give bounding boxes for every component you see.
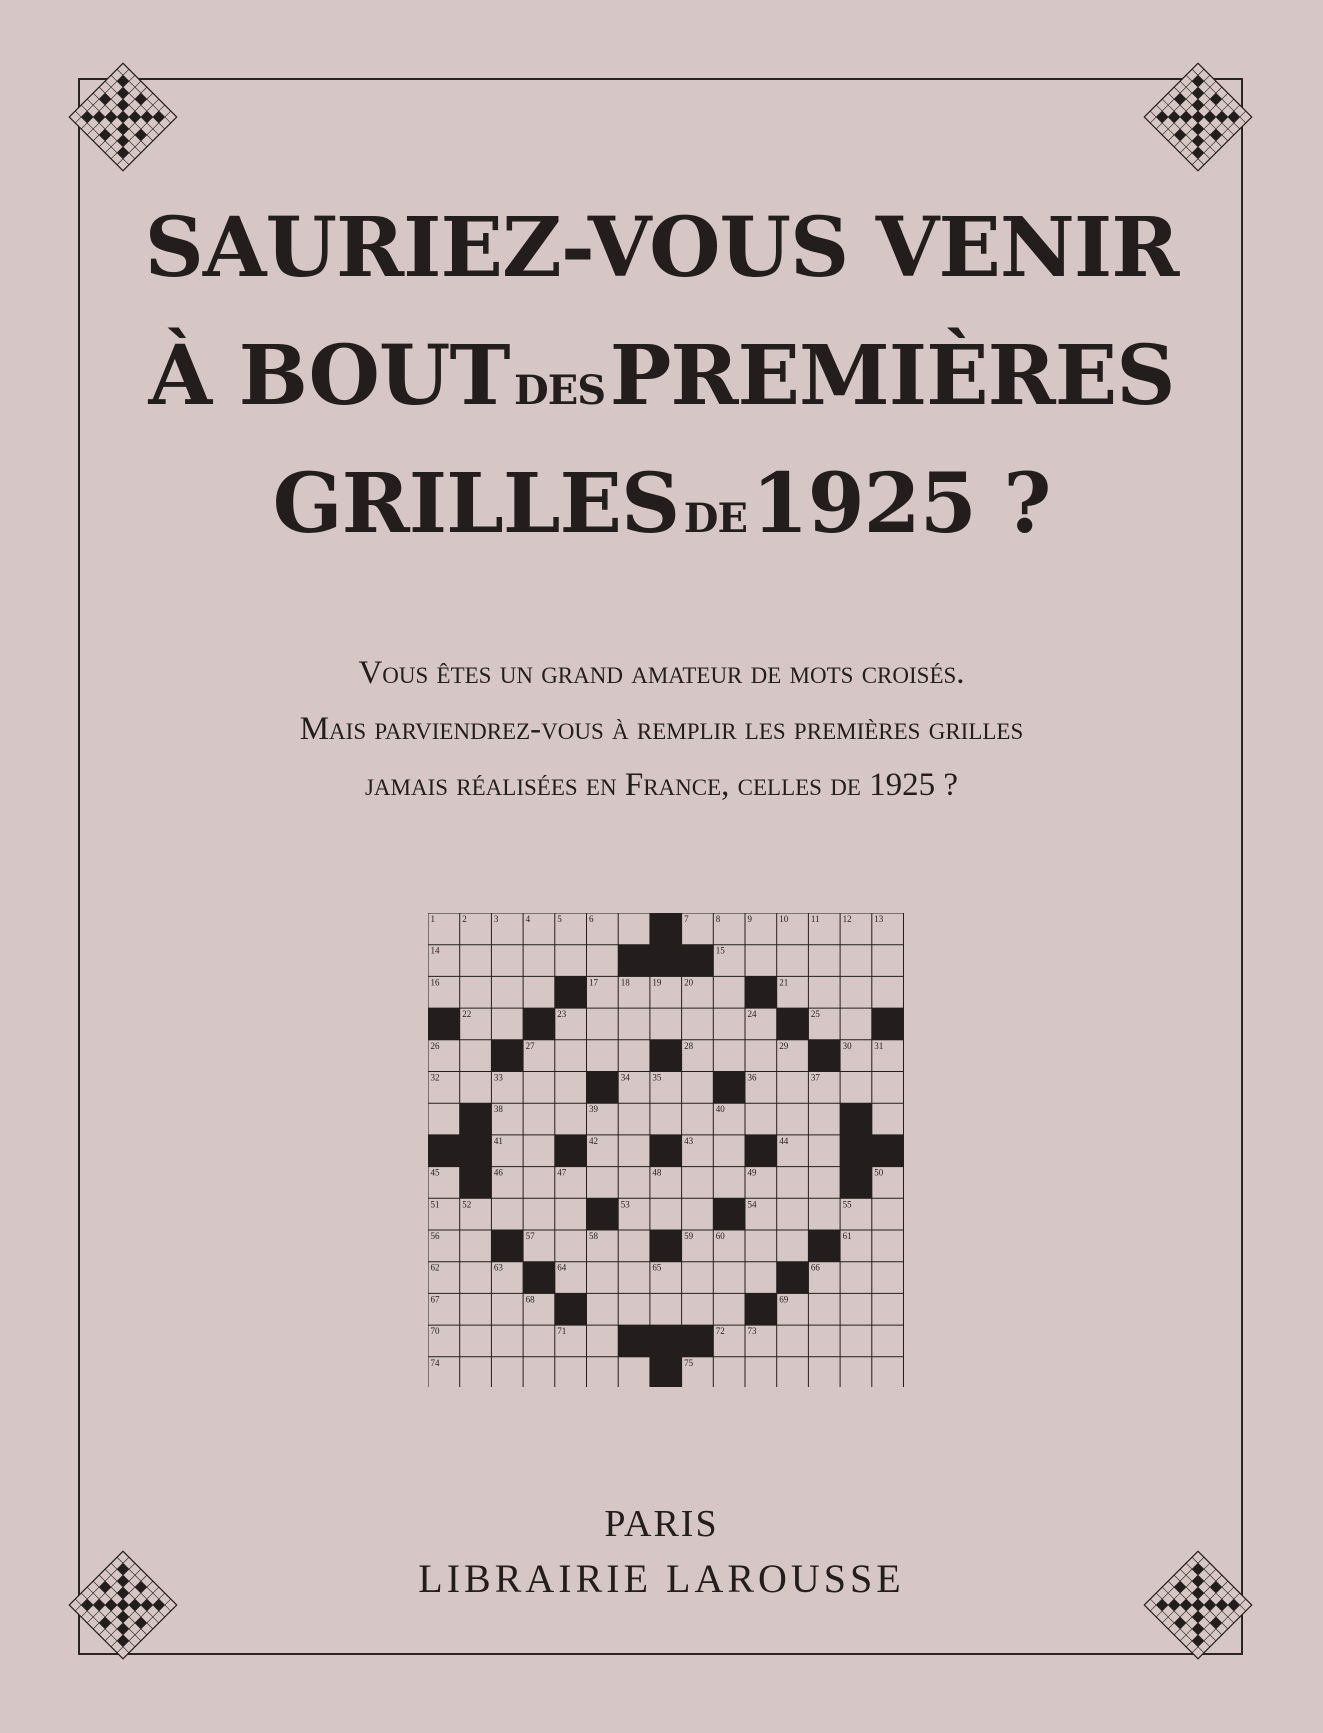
crossword-clue-number: 25 (810, 1009, 820, 1020)
crossword-clue-number: 9 (747, 914, 752, 924)
crossword-black-cell (587, 1198, 619, 1230)
crossword-clue-number: 49 (747, 1167, 757, 1178)
title-line-3 (0, 456, 1323, 552)
crossword-black-cell (428, 1008, 460, 1040)
crossword-clue-number: 6 (589, 914, 594, 924)
crossword-clue-number: 36 (747, 1072, 757, 1083)
crossword-clue-number: 5 (557, 914, 562, 924)
crossword-clue-number: 38 (493, 1104, 503, 1115)
crossword-clue-number: 33 (493, 1072, 503, 1083)
crossword-clue-number: 42 (589, 1135, 598, 1146)
crossword-grid (428, 913, 904, 1387)
crossword-clue-number: 60 (715, 1231, 725, 1241)
crossword-clue-number: 41 (493, 1135, 503, 1146)
crossword-clue-number: 66 (810, 1262, 820, 1273)
crossword-clue-number: 57 (525, 1231, 535, 1241)
title-line-1 (0, 200, 1323, 296)
crossword-clue-number: 63 (493, 1262, 503, 1273)
crossword-black-cell (808, 1230, 840, 1262)
crossword-clue-number: 74 (430, 1357, 440, 1368)
crossword-black-cell (777, 1262, 809, 1294)
crossword-black-cell (650, 913, 682, 945)
crossword-clue-number: 40 (715, 1104, 725, 1115)
crossword-clue-number: 61 (842, 1231, 852, 1241)
title-text-3b: DE (683, 495, 747, 542)
crossword-clue-number: 16 (430, 977, 440, 988)
crossword-clue-number: 27 (525, 1040, 535, 1051)
crossword-clue-number: 13 (874, 914, 884, 924)
crossword-clue-number: 4 (525, 914, 531, 924)
crossword-clue-number: 26 (430, 1040, 440, 1051)
crossword-clue-number: 52 (462, 1199, 472, 1210)
crossword-black-cell (523, 1262, 555, 1294)
crossword-black-cell (523, 1008, 555, 1040)
title-text-2c: PREMIÈRES (609, 328, 1175, 424)
crossword-clue-number: 67 (430, 1294, 440, 1305)
crossword-clue-number: 14 (430, 945, 440, 956)
crossword-black-cell (777, 1008, 809, 1040)
crossword-black-cell (650, 945, 682, 977)
crossword-black-cell (555, 976, 587, 1008)
crossword-clue-number: 71 (557, 1326, 567, 1337)
crossword-black-cell (555, 1135, 587, 1167)
crossword-clue-number: 34 (620, 1072, 630, 1083)
crossword-clue-number: 75 (684, 1357, 694, 1368)
crossword-clue-number: 69 (779, 1294, 789, 1305)
crossword-clue-number: 72 (715, 1326, 725, 1337)
crossword-black-cell (840, 1135, 872, 1167)
crossword-clue-number: 56 (430, 1231, 440, 1241)
crossword-black-cell (460, 1167, 492, 1199)
crossword-clue-number: 3 (493, 914, 499, 924)
crossword-clue-number: 24 (747, 1009, 757, 1020)
crossword-black-cell (428, 1135, 460, 1167)
crossword-clue-number: 64 (557, 1262, 567, 1273)
publisher-city: PARIS (604, 1503, 719, 1545)
crossword-clue-number: 12 (842, 914, 852, 924)
crossword-clue-number: 70 (430, 1326, 440, 1337)
crossword-black-cell (808, 1040, 840, 1072)
crossword-clue-number: 46 (493, 1167, 503, 1178)
crossword-clue-number: 44 (779, 1135, 789, 1146)
title-text-2b: DES (514, 367, 606, 414)
crossword-clue-number: 37 (810, 1072, 820, 1083)
crossword-clue-number: 59 (684, 1231, 694, 1241)
crossword-black-cell (745, 976, 777, 1008)
crossword-clue-number: 18 (620, 977, 630, 988)
title-line-2 (0, 328, 1323, 424)
crossword-clue-number: 8 (715, 914, 721, 924)
crossword-black-cell (872, 1135, 904, 1167)
crossword-black-cell (682, 1325, 714, 1357)
crossword-clue-number: 39 (589, 1104, 598, 1115)
crossword-clue-number: 45 (430, 1167, 440, 1178)
crossword-black-cell (491, 1230, 523, 1262)
crossword-black-cell (840, 1167, 872, 1199)
corner-crossword-ornament-top-left (63, 57, 183, 177)
corner-crossword-ornament-top-right (1138, 57, 1258, 177)
subtitle-line-3: jamais réalisées en France, celles de 1925 ? (364, 767, 959, 803)
border-frame (78, 78, 1243, 1655)
crossword-black-cell (650, 1325, 682, 1357)
crossword-black-cell (745, 1293, 777, 1325)
crossword-clue-number: 51 (430, 1199, 440, 1210)
crossword-clue-number: 50 (874, 1167, 884, 1178)
crossword-black-cell (587, 1072, 619, 1104)
crossword-clue-number: 58 (589, 1231, 598, 1241)
crossword-black-cell (745, 1135, 777, 1167)
crossword-clue-number: 29 (779, 1040, 789, 1051)
crossword-clue-number: 20 (684, 977, 694, 988)
crossword-black-cell (840, 1103, 872, 1135)
crossword-black-cell (650, 1135, 682, 1167)
crossword-clue-number: 31 (874, 1040, 884, 1051)
title-text-3a: GRILLES (272, 456, 680, 552)
crossword-clue-number: 7 (684, 914, 689, 924)
crossword-clue-number: 43 (684, 1135, 694, 1146)
title-text-1: SAURIEZ-VOUS VENIR (144, 200, 1179, 296)
crossword-clue-number: 54 (747, 1199, 757, 1210)
crossword-clue-number: 2 (462, 914, 467, 924)
crossword-clue-number: 32 (430, 1072, 440, 1083)
crossword-clue-number: 68 (525, 1294, 535, 1305)
crossword-black-cell (618, 1325, 650, 1357)
subtitle-line-1: Vous êtes un grand amateur de mots croisés. (358, 655, 965, 691)
crossword-black-cell (491, 1040, 523, 1072)
crossword-black-cell (555, 1293, 587, 1325)
crossword-black-cell (618, 945, 650, 977)
crossword-black-cell (682, 945, 714, 977)
crossword-clue-number: 17 (589, 977, 598, 988)
crossword-black-cell (650, 1230, 682, 1262)
crossword-clue-number: 15 (715, 945, 725, 956)
crossword-clue-number: 11 (810, 914, 820, 924)
crossword-black-cell (872, 1008, 904, 1040)
crossword-clue-number: 53 (620, 1199, 630, 1210)
crossword-black-cell (713, 1198, 745, 1230)
crossword-clue-number: 1 (430, 914, 435, 924)
crossword-clue-number: 30 (842, 1040, 852, 1051)
crossword-black-cell (460, 1103, 492, 1135)
crossword-clue-number: 10 (779, 914, 789, 924)
crossword-clue-number: 55 (842, 1199, 852, 1210)
crossword-clue-number: 28 (684, 1040, 694, 1051)
subtitle-line-2: Mais parviendrez-vous à remplir les premières grilles (299, 711, 1024, 747)
crossword-clue-number: 23 (557, 1009, 567, 1020)
title-text-3c: 1925 ? (751, 456, 1051, 552)
crossword-clue-number: 21 (779, 977, 789, 988)
crossword-clue-number: 62 (430, 1262, 440, 1273)
crossword-black-cell (460, 1135, 492, 1167)
crossword-clue-number: 47 (557, 1167, 567, 1178)
crossword-clue-number: 22 (462, 1009, 472, 1020)
publisher-name: LIBRAIRIE LAROUSSE (418, 1556, 905, 1601)
crossword-black-cell (713, 1072, 745, 1104)
crossword-clue-number: 65 (652, 1262, 662, 1273)
crossword-clue-number: 73 (747, 1326, 757, 1337)
crossword-clue-number: 19 (652, 977, 662, 988)
crossword-black-cell (650, 1040, 682, 1072)
crossword-clue-number: 48 (652, 1167, 662, 1178)
crossword-clue-number: 35 (652, 1072, 662, 1083)
title-text-2a: À BOUT (148, 328, 510, 424)
crossword-black-cell (650, 1357, 682, 1387)
